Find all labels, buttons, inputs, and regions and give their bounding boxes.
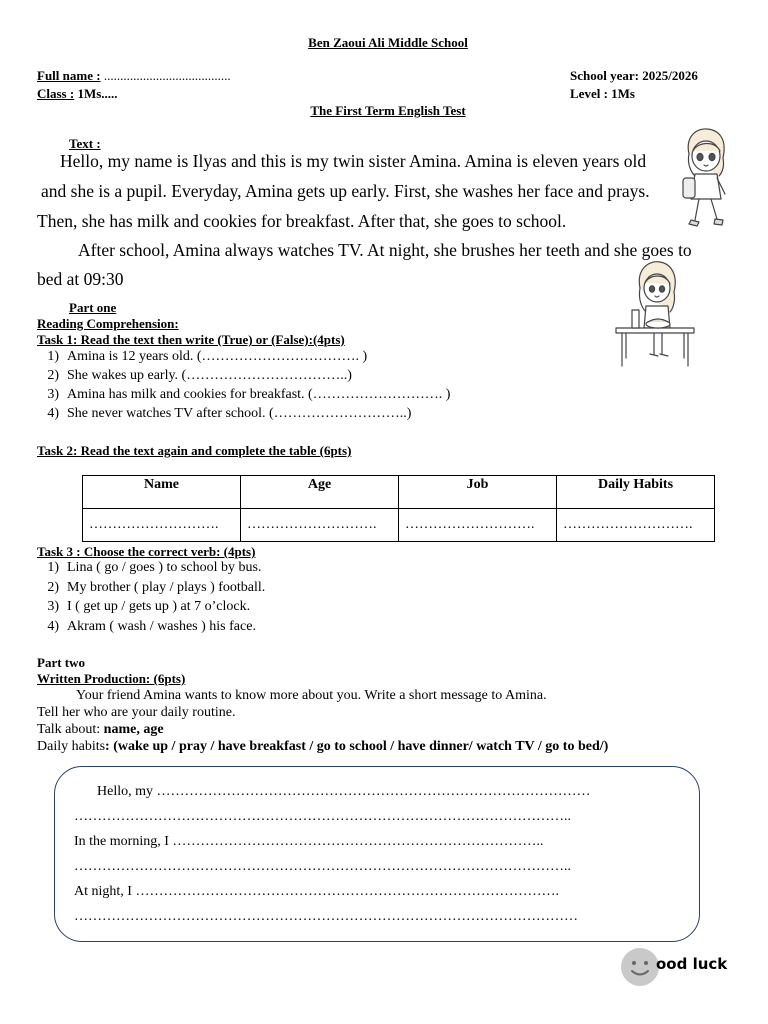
writing-line: ……………………………………………………………………………………………..: [74, 809, 571, 824]
task3-title: Task 3 : Choose the correct verb: (4pts): [37, 544, 256, 559]
level: Level : 1Ms: [570, 86, 635, 101]
text-line-5: bed at 09:30: [37, 269, 124, 289]
task1-title: Task 1: Read the text then write (True) or (False):(4pts): [37, 332, 345, 347]
full-name-line: [37, 68, 231, 84]
task2-title: Task 2: Read the text again and complete the table (6pts): [37, 443, 352, 458]
writing-line: ……………………………………………………………………………………………..: [74, 859, 571, 874]
table-header-row: [83, 476, 715, 509]
text-line-3: Then, she has milk and cookies for breakfast. After that, she goes to school.: [37, 211, 567, 231]
task1-item: 4) She never watches TV after school. (………………………..): [47, 406, 412, 421]
task3-item: 3) I ( get up / gets up ) at 7 o’clock.: [47, 599, 251, 614]
daily-habits: [37, 739, 608, 755]
class-label: Class :: [37, 86, 75, 101]
habits-table: [82, 475, 715, 542]
writing-line: In the morning, I ……………………………………………………………………..: [74, 834, 544, 849]
school-name: Ben Zaoui Ali Middle School: [308, 35, 468, 50]
text-label: Text :: [69, 136, 101, 151]
full-name-label: Full name :: [37, 68, 101, 83]
girl-walking-illustration: [675, 124, 737, 234]
writing-line: ………………………………………………………………………………………………: [74, 909, 578, 924]
task1-item: 3) Amina has milk and cookies for breakfast. (………………………. ): [47, 387, 451, 402]
table-row: [83, 509, 715, 542]
task1-item: 2) She wakes up early. (……………………………..): [47, 368, 352, 383]
task3-item: 2) My brother ( play / plays ) football.: [47, 580, 266, 595]
writing-line: Hello, my …………………………………………………………………………………: [97, 784, 591, 799]
table-header-cell: Daily Habits: [557, 476, 715, 509]
table-cell: ……………………….: [241, 509, 399, 542]
talk-about-value: name, age: [103, 722, 164, 737]
daily-habits-value: : (wake up / pray / have breakfast / go to school / have dinner/ watch TV / go to bed/): [105, 739, 609, 754]
task3-item: 1) Lina ( go / goes ) to school by bus.: [47, 560, 262, 575]
text-line-2: and she is a pupil. Everyday, Amina gets up early. First, she washes her face and prays.: [41, 181, 650, 201]
writing-line: At night, I ……………………………………………………………………………….: [74, 884, 559, 899]
part-one-title: Part one: [69, 300, 117, 315]
text-line-1: Hello, my name is Ilyas and this is my twin sister Amina. Amina is eleven years old: [60, 151, 647, 171]
talk-about-label: Talk about:: [37, 722, 104, 737]
talk-about: [37, 722, 164, 738]
instruction-2: Tell her who are your daily routine.: [37, 705, 236, 720]
table-header-cell: Age: [241, 476, 399, 509]
table-header-cell: Job: [399, 476, 557, 509]
reading-comprehension-title: Reading Comprehension:: [37, 316, 179, 331]
table-cell: ……………………….: [557, 509, 715, 542]
good-luck-text: ood luck: [656, 955, 728, 973]
table-cell: ……………………….: [83, 509, 241, 542]
class-line: [37, 86, 118, 102]
task3-item: 4) Akram ( wash / washes ) his face.: [47, 619, 256, 634]
girl-eating-illustration: [614, 258, 698, 370]
class-value: 1Ms.....: [74, 86, 118, 101]
daily-habits-label: Daily habits: [37, 739, 106, 754]
written-production-title: Written Production: (6pts): [37, 671, 186, 686]
text-line-4: After school, Amina always watches TV. At night, she brushes her teeth and she goes to: [78, 240, 692, 260]
test-title: The First Term English Test: [310, 103, 466, 118]
full-name-value: .......................................: [100, 68, 231, 83]
school-year: School year: 2025/2026: [570, 68, 698, 83]
smiley-icon: [621, 948, 659, 986]
table-header-cell: Name: [83, 476, 241, 509]
task1-item: 1) Amina is 12 years old. (……………………………. ): [47, 349, 368, 364]
part-two-title: Part two: [37, 655, 86, 670]
instruction-1: Your friend Amina wants to know more about you. Write a short message to Amina.: [76, 688, 547, 703]
table-cell: ……………………….: [399, 509, 557, 542]
